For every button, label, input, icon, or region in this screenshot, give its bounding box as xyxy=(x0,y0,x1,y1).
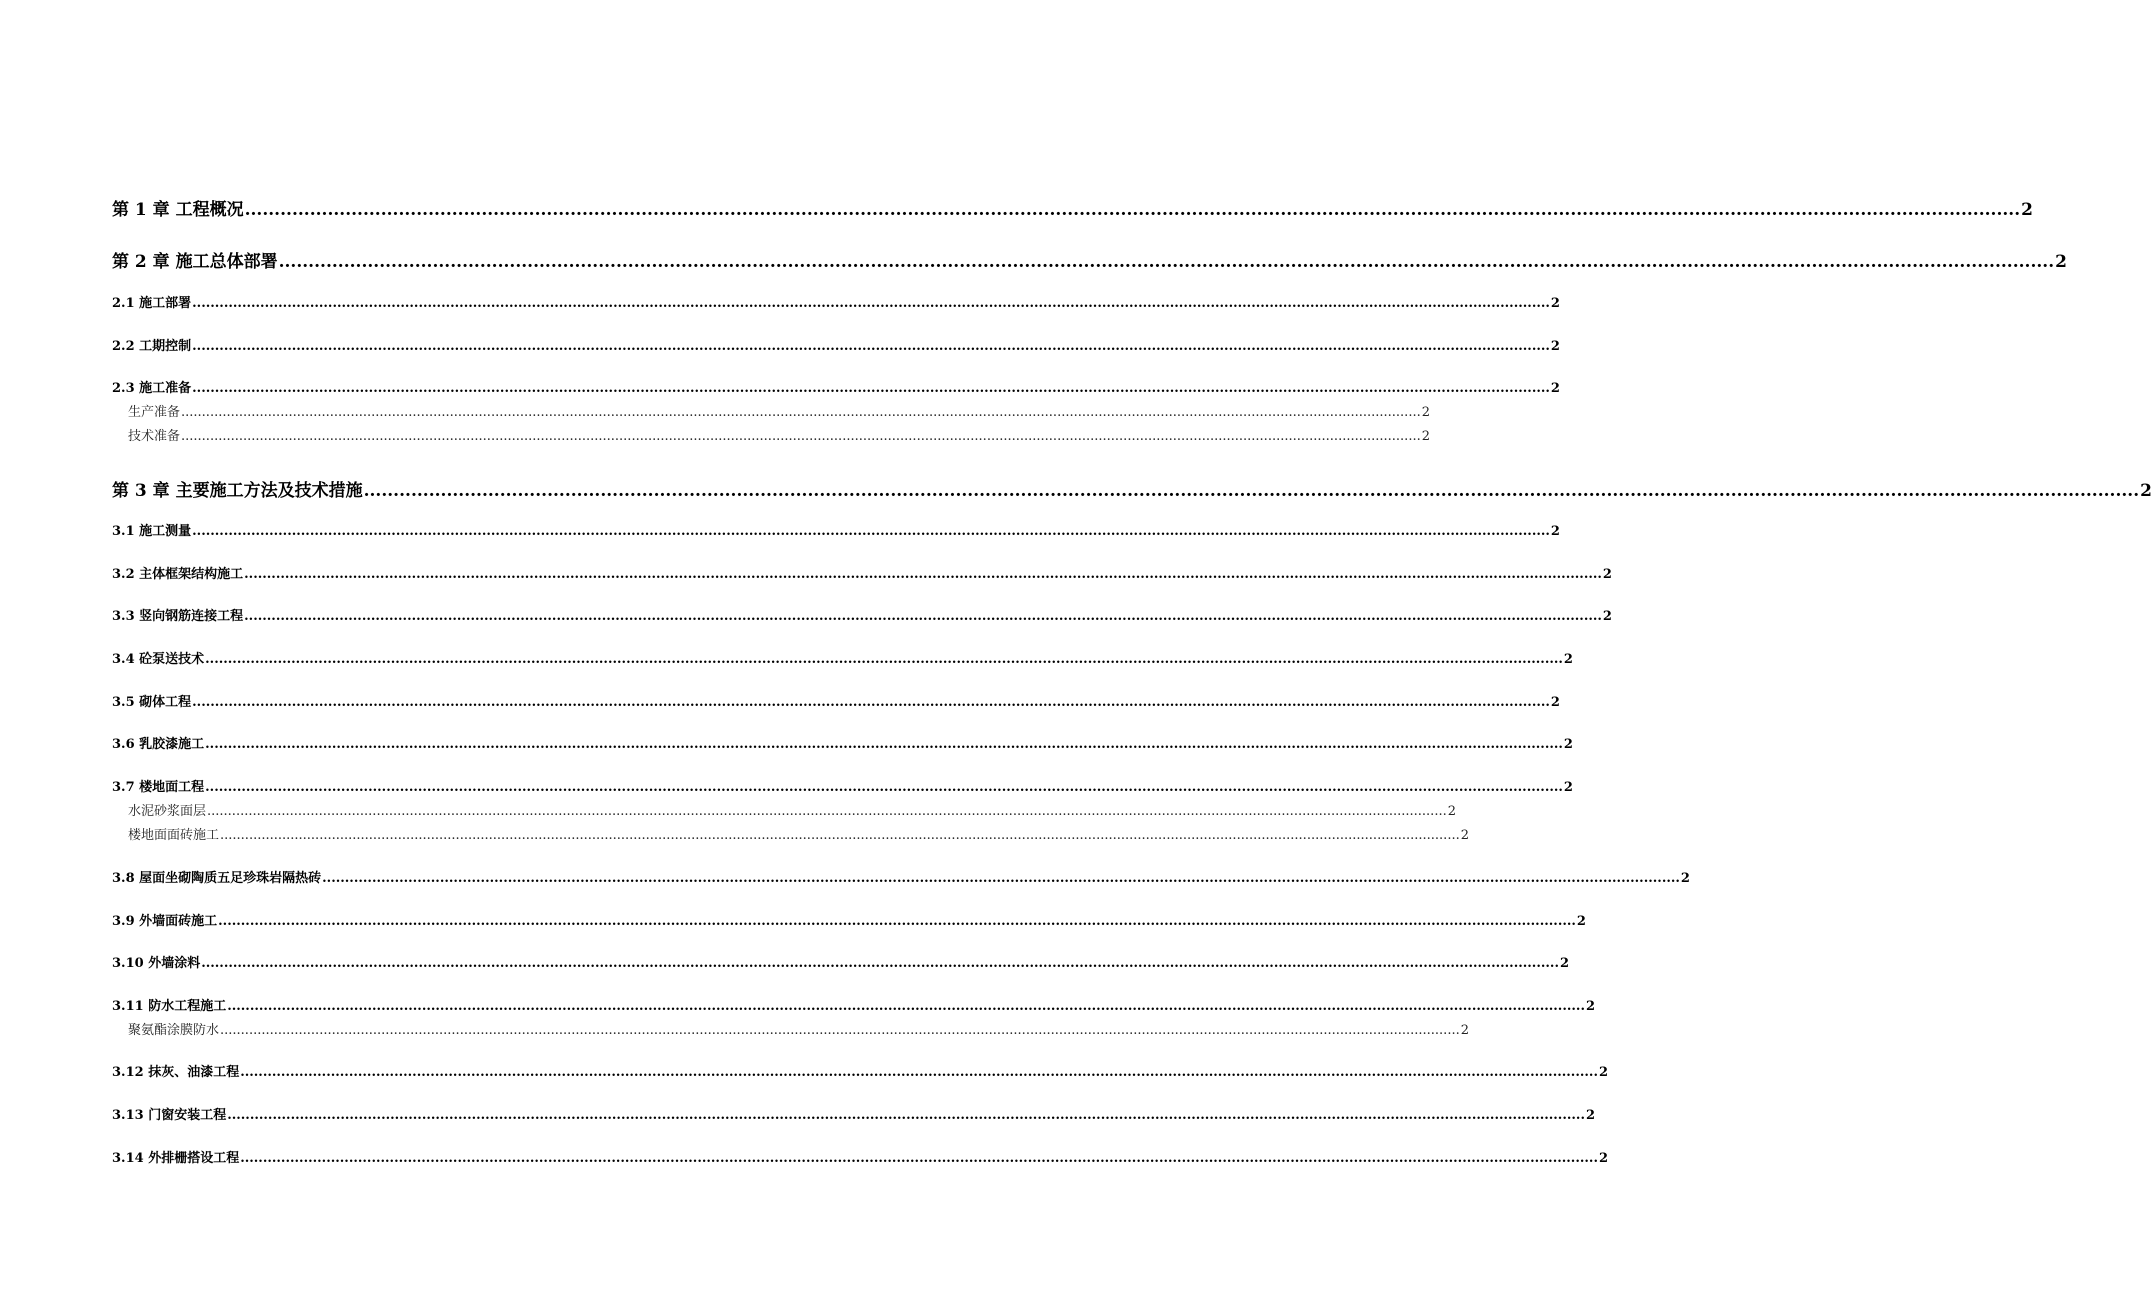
toc-entry-page-number: 2 xyxy=(1680,871,1690,886)
toc-entry-label: 3.3 竖向钢筋连接工程 xyxy=(112,609,244,624)
dot-leader: ............................................................................................................................................................................................................................................................................................................ xyxy=(220,1023,1460,1038)
toc-entry-page-number: 2 xyxy=(1563,780,1573,795)
toc-section-entry[interactable] xyxy=(112,779,1573,797)
dot-leader: ............................................................................................................................................................................................................................................................................................................ xyxy=(192,381,1550,396)
toc-entry-page-number: 2 xyxy=(1460,828,1469,843)
toc-entry-page-number: 2 xyxy=(1559,956,1570,971)
toc-entry-page-number: 2 xyxy=(1550,524,1560,539)
toc-entry-page-number: 2 xyxy=(1563,652,1573,667)
toc-entry-label: 3.12 抹灰、油漆工程 xyxy=(112,1065,240,1080)
toc-entry-page-number: 2 xyxy=(1585,999,1596,1014)
dot-leader: ............................................................................................................................................................................................................................................................................................................ xyxy=(192,296,1550,311)
dot-leader: ............................................................................................................................................................................................................................................................................................................ xyxy=(227,1108,1585,1123)
toc-subsection-entry[interactable] xyxy=(112,404,1430,422)
dot-leader: ............................................................................................................................................................................................................................................................................................................ xyxy=(192,695,1550,710)
toc-entry-page-number: 2 xyxy=(1602,609,1612,624)
toc-subsection-entry[interactable] xyxy=(112,827,1469,845)
toc-entry-label: 水泥砂浆面层 xyxy=(128,804,207,819)
toc-entry-label: 3.2 主体框架结构施工 xyxy=(112,567,244,582)
dot-leader: ............................................................................................................................................................................................................................................................................................................ xyxy=(201,956,1559,971)
toc-entry-page-number: 2 xyxy=(1421,429,1430,444)
toc-subsection-entry[interactable] xyxy=(112,1022,1469,1040)
dot-leader: ............................................................................................................................................................................................................................................................................................................ xyxy=(192,339,1550,354)
toc-entry-label: 楼地面面砖施工 xyxy=(128,828,220,843)
dot-leader: ............................................................................................................................................................................................................................................................................................................ xyxy=(240,1151,1598,1166)
toc-entry-label: 3.4 砼泵送技术 xyxy=(112,652,205,667)
toc-entry-page-number: 2 xyxy=(2140,481,2152,501)
toc-chapter-entry[interactable] xyxy=(112,199,2033,221)
toc-section-entry[interactable] xyxy=(112,608,1612,626)
toc-entry-page-number: 2 xyxy=(1550,339,1560,354)
dot-leader: ............................................................................................................................................................................................................................................................................................................ xyxy=(244,567,1602,582)
toc-entry-page-number: 2 xyxy=(1550,381,1560,396)
toc-section-entry[interactable] xyxy=(112,380,1560,398)
dot-leader: ............................................................................................................................................................................................................................................................................................................ xyxy=(244,609,1602,624)
toc-entry-page-number: 2 xyxy=(1598,1065,1609,1080)
toc-entry-label: 3.13 门窗安装工程 xyxy=(112,1108,227,1123)
dot-leader: ............................................................................................................................................................................................................................................................................................................ xyxy=(220,828,1460,843)
toc-section-entry[interactable] xyxy=(112,998,1596,1016)
toc-entry-page-number: 2 xyxy=(1598,1151,1609,1166)
toc-entry-label: 技术准备 xyxy=(128,429,181,444)
toc-section-entry[interactable] xyxy=(112,566,1612,584)
dot-leader: ............................................................................................................................................................................................................................................................................................................ xyxy=(181,405,1421,420)
toc-section-entry[interactable] xyxy=(112,1064,1609,1082)
toc-entry-label: 3.6 乳胶漆施工 xyxy=(112,737,205,752)
toc-entry-label: 2.1 施工部署 xyxy=(112,296,192,311)
dot-leader: ............................................................................................................................................................................................................................................................................................................ xyxy=(205,780,1563,795)
toc-entry-page-number: 2 xyxy=(1602,567,1612,582)
toc-entry-label: 第 3 章 主要施工方法及技术措施 xyxy=(112,481,363,501)
toc-section-entry[interactable] xyxy=(112,694,1560,712)
toc-entry-label: 聚氨酯涂膜防水 xyxy=(128,1023,220,1038)
toc-entry-label: 3.8 屋面坐砌陶质五足珍珠岩隔热砖 xyxy=(112,871,322,886)
table-of-contents xyxy=(112,0,2152,1302)
toc-section-entry[interactable] xyxy=(112,913,1586,931)
toc-subsection-entry[interactable] xyxy=(112,803,1456,821)
toc-subsection-entry[interactable] xyxy=(112,428,1430,446)
toc-section-entry[interactable] xyxy=(112,1107,1596,1125)
toc-section-entry[interactable] xyxy=(112,651,1573,669)
dot-leader: ............................................................................................................................................................................................................................................................................................................ xyxy=(363,481,2140,501)
toc-entry-label: 2.2 工期控制 xyxy=(112,339,192,354)
toc-entry-page-number: 2 xyxy=(1550,296,1560,311)
toc-entry-label: 生产准备 xyxy=(128,405,181,420)
dot-leader: ............................................................................................................................................................................................................................................................................................................ xyxy=(181,429,1421,444)
toc-entry-label: 3.14 外排栅搭设工程 xyxy=(112,1151,240,1166)
toc-entry-label: 3.7 楼地面工程 xyxy=(112,780,205,795)
dot-leader: ............................................................................................................................................................................................................................................................................................................ xyxy=(227,999,1585,1014)
dot-leader: ............................................................................................................................................................................................................................................................................................................ xyxy=(205,737,1563,752)
toc-section-entry[interactable] xyxy=(112,736,1573,754)
toc-section-entry[interactable] xyxy=(112,295,1560,313)
toc-entry-label: 3.9 外墙面砖施工 xyxy=(112,914,218,929)
toc-chapter-entry[interactable] xyxy=(112,480,2152,502)
toc-entry-label: 3.5 砌体工程 xyxy=(112,695,192,710)
toc-entry-label: 3.10 外墙涂料 xyxy=(112,956,201,971)
toc-entry-label: 3.11 防水工程施工 xyxy=(112,999,227,1014)
toc-entry-label: 3.1 施工测量 xyxy=(112,524,192,539)
dot-leader: ............................................................................................................................................................................................................................................................................................................ xyxy=(218,914,1576,929)
toc-entry-label: 第 2 章 施工总体部署 xyxy=(112,252,278,272)
toc-entry-page-number: 2 xyxy=(1563,737,1573,752)
toc-entry-label: 2.3 施工准备 xyxy=(112,381,192,396)
dot-leader: ............................................................................................................................................................................................................................................................................................................ xyxy=(244,200,2021,220)
toc-entry-page-number: 2 xyxy=(1576,914,1586,929)
toc-entry-page-number: 2 xyxy=(1421,405,1430,420)
toc-section-entry[interactable] xyxy=(112,870,1690,888)
toc-section-entry[interactable] xyxy=(112,338,1560,356)
dot-leader: ............................................................................................................................................................................................................................................................................................................ xyxy=(207,804,1447,819)
dot-leader: ............................................................................................................................................................................................................................................................................................................ xyxy=(192,524,1550,539)
toc-chapter-entry[interactable] xyxy=(112,251,2067,273)
toc-entry-page-number: 2 xyxy=(2021,200,2033,220)
dot-leader: ............................................................................................................................................................................................................................................................................................................ xyxy=(240,1065,1598,1080)
toc-entry-label: 第 1 章 工程概况 xyxy=(112,200,244,220)
toc-section-entry[interactable] xyxy=(112,955,1570,973)
toc-entry-page-number: 2 xyxy=(1447,804,1456,819)
dot-leader: ............................................................................................................................................................................................................................................................................................................ xyxy=(278,252,2055,272)
toc-entry-page-number: 2 xyxy=(1460,1023,1469,1038)
dot-leader: ............................................................................................................................................................................................................................................................................................................ xyxy=(322,871,1680,886)
toc-section-entry[interactable] xyxy=(112,1150,1609,1168)
toc-entry-page-number: 2 xyxy=(1550,695,1560,710)
toc-entry-page-number: 2 xyxy=(2055,252,2067,272)
dot-leader: ............................................................................................................................................................................................................................................................................................................ xyxy=(205,652,1563,667)
toc-entry-page-number: 2 xyxy=(1585,1108,1596,1123)
toc-section-entry[interactable] xyxy=(112,523,1560,541)
